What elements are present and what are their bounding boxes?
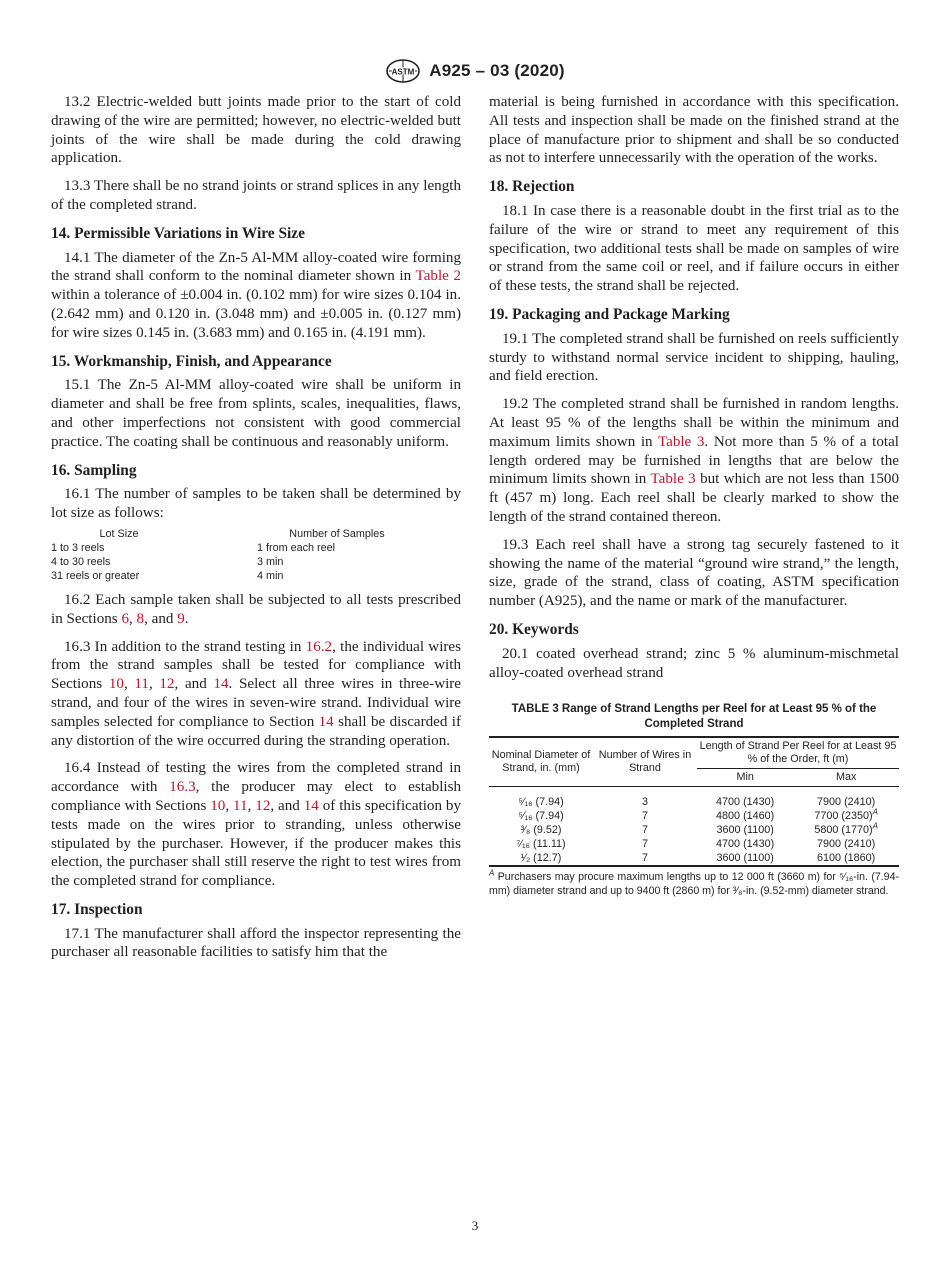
page-number: 3 bbox=[471, 1218, 479, 1233]
section-15-1: 15.1 The Zn-5 Al-MM alloy-coated wire shall be uniform in diameter and shall be free from splints, scales, inequalities, flaws, and other imperfections not consistent with good commercial practice. The coating shall be continuous and reasonably uniform. bbox=[51, 377, 461, 450]
heading-17: 17. Inspection bbox=[51, 900, 143, 918]
link-section-8[interactable]: 8 bbox=[136, 610, 145, 627]
table-row: ⁵⁄₁₆ (7.94) 3 4700 (1430) 7900 (2410) bbox=[518, 795, 876, 808]
section-16-4: 16.4 Instead of testing the wires from the completed strand in accordance with 16.3, the producer may elect to establish compliance with Sections 10, 11, 12, and 14 of this specification by tests made on the wires prior to stranding, unless otherwise stipulated by the purchaser. However, if the producer makes this election, the purchaser shall still reserve the right to test wires from the completed strand for compliance. bbox=[51, 760, 462, 890]
svg-text:ASTM: ASTM bbox=[391, 67, 415, 77]
section-13-3: 13.3 There shall be no strand joints or strand splices in any length of the completed strand. bbox=[51, 178, 461, 213]
lot-size-header: Lot Size bbox=[99, 527, 139, 540]
table-3-footnote: $^A$ Purchasers may procure maximum lengths up to 12 000 ft (3660 m) for ⁵⁄₁₆-in. (7.94-mm) diameter strand and up to 9400 ft (2860 m) for ³⁄₈-in. (9.52-mm) diameter strand. bbox=[489, 868, 899, 898]
table-row: ³⁄₈ (9.52) 7 3600 (1100) 5800 $(1770)^A$ bbox=[520, 821, 878, 836]
link-section-14[interactable]: 14 bbox=[213, 676, 229, 693]
link-section-11[interactable]: 11 bbox=[233, 797, 248, 814]
link-section-12[interactable]: 12 bbox=[159, 676, 175, 693]
section-14-1: 14.1 The diameter of the Zn-5 Al-MM alloy-coated wire forming the strand shall conform to the nominal diameter shown in Table 2 within a tolerance of ±0.004 in. (0.102 mm) for wire sizes 0.104 in. (2.642 mm) and 0.120 in. (3.048 mm) and ±0.005 in. (0.127 mm) for wire sizes 0.145 in. (3.683 mm) and 0.165 in. (4.191 mm). bbox=[51, 249, 462, 341]
section-18-1: 18.1 In case there is a reasonable doubt in the first trial as to the failure of the wire or strand to meet any requirement of this specification, two additional tests shall be made on samples of wire or strand from the same coil or reel, and if failure occurs in either of these tests, the strand shall be rejected. bbox=[489, 202, 899, 295]
col-header-min: Min bbox=[697, 769, 793, 787]
link-section-6[interactable]: 6 bbox=[121, 610, 129, 627]
section-20-1: 20.1 coated overhead strand; zinc 5 % aluminum-mischmetal alloy-coated overhead strand bbox=[489, 645, 899, 681]
left-column bbox=[51, 93, 461, 971]
heading-16: 16. Sampling bbox=[51, 461, 137, 479]
table-row: 1 to 3 reels 1 from each reel bbox=[51, 541, 336, 554]
table-row: 31 reels or greater 4 min bbox=[51, 569, 284, 582]
samples-header: Number of Samples bbox=[289, 527, 385, 540]
col-header-wires: Number of Wires in Strand bbox=[593, 737, 697, 787]
heading-20: 20. Keywords bbox=[489, 620, 579, 638]
astm-logo-icon bbox=[385, 59, 421, 83]
section-17-1-continued: material is being furnished in accordance with this specification. All tests and inspection shall be made on the finished strand at the place of manufacture prior to shipment and shall be so conducted as not to interfere unnecessarily with the operation of the works. bbox=[489, 94, 899, 167]
link-section-10[interactable]: 10 bbox=[108, 676, 124, 693]
footnote-ref-a[interactable]: A bbox=[872, 821, 878, 831]
footnote-ref-a[interactable]: A bbox=[872, 807, 878, 817]
heading-19: 19. Packaging and Package Marking bbox=[489, 305, 730, 323]
lot-size-table bbox=[51, 527, 461, 583]
section-19-3: 19.3 Each reel shall have a strong tag securely fastened to it showing the name of the material “ground wire strand,” the length, size, grade of the strand, class of coating, ASTM specification number (A925), and the name or mark of the manufacturer. bbox=[489, 536, 899, 610]
link-section-11[interactable]: 11 bbox=[134, 676, 149, 693]
heading-14: 14. Permissible Variations in Wire Size bbox=[51, 224, 305, 242]
section-16-3: 16.3 In addition to the strand testing in 16.2, the individual wires from the strand samples shall be tested for compliance with Sections 10, 11, 12, and 14. Select all three wires in three-wire strand, and four of the wires in seven-wire strand. Individual wire samples selected for compliance to Section 14 shall be discarded if any distortion of the wire occurred during the stranding operation. bbox=[51, 638, 462, 749]
link-table-2[interactable]: Table 2 bbox=[415, 268, 462, 285]
table-row: ⁷⁄₁₆ (11.11) 7 4700 (1430) 7900 (2410) bbox=[516, 837, 876, 850]
table-row: ⁵⁄₁₆ (7.94) 7 4800 (1460) 7700 $(2350)^A$ bbox=[518, 807, 878, 822]
section-19-1: 19.1 The completed strand shall be furnished on reels sufficiently sturdy to withstand normal service incident to shipping, hauling, and field erection. bbox=[489, 330, 899, 385]
table-row: 4 to 30 reels 3 min bbox=[51, 555, 284, 568]
table-3-title: TABLE 3 Range of Strand Lengths per Reel for at Least 95 % of the Completed Strand bbox=[511, 703, 877, 731]
right-column bbox=[489, 93, 899, 898]
col-header-diameter: Nominal Diameter of Strand, in. (mm) bbox=[489, 737, 593, 787]
page-header bbox=[0, 58, 950, 84]
heading-18: 18. Rejection bbox=[489, 178, 575, 196]
document-designation: A925 – 03 (2020) bbox=[429, 61, 565, 80]
table-row: ¹⁄₂ (12.7) 7 3600 (1100) 6100 (1860) bbox=[489, 851, 899, 866]
link-section-14[interactable]: 14 bbox=[303, 797, 319, 814]
section-13-2: 13.2 Electric-welded butt joints made prior to the start of cold drawing of the wire are permitted; however, no electric-welded butt joints of the wire shall be made during the cold drawing application. bbox=[51, 94, 461, 167]
link-16-3[interactable]: 16.3 bbox=[169, 779, 196, 796]
heading-15: 15. Workmanship, Finish, and Appearance bbox=[51, 352, 332, 370]
link-table-3[interactable]: Table 3 bbox=[657, 433, 705, 450]
link-section-14[interactable]: 14 bbox=[318, 713, 334, 730]
section-17-1: 17.1 The manufacturer shall afford the inspector representing the purchaser all reasonable facilities to satisfy him that the bbox=[51, 925, 461, 961]
table-3 bbox=[489, 736, 899, 867]
link-section-9[interactable]: 9 bbox=[177, 610, 185, 627]
col-header-max: Max bbox=[793, 769, 899, 787]
link-section-10[interactable]: 10 bbox=[210, 797, 226, 814]
section-16-1: 16.1 The number of samples to be taken shall be determined by lot size as follows: bbox=[51, 486, 461, 522]
section-16-2: 16.2 Each sample taken shall be subjected to all tests prescribed in Sections 6, 8, and 9. bbox=[51, 591, 461, 627]
col-header-length: Length of Strand Per Reel for at Least 95 % of the Order, ft (m) bbox=[697, 737, 899, 769]
section-19-2: 19.2 The completed strand shall be furnished in random lengths. At least 95 % of the lengths shall be within the minimum and maximum limits shown in Table 3. Not more than 5 % of a total length ordered may be furnished in lengths that are below the minimum limits shown in Table 3 but which are not less than 1500 ft (457 m) long. Each reel shall be clearly marked to show the length of the strand contained thereon. bbox=[489, 396, 900, 525]
link-section-12[interactable]: 12 bbox=[255, 797, 271, 814]
link-16-2[interactable]: 16.2 bbox=[305, 638, 333, 655]
link-table-3[interactable]: Table 3 bbox=[650, 471, 696, 488]
